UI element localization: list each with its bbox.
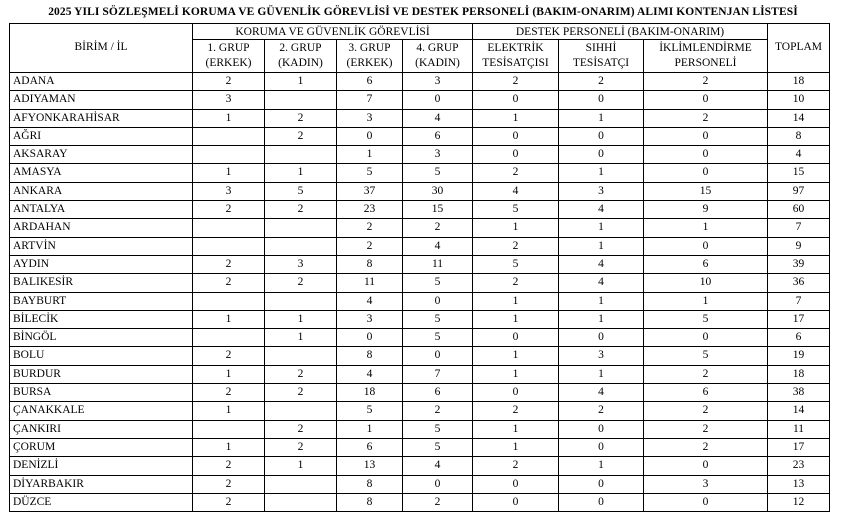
quota-table xyxy=(9,23,830,512)
quota-cell: 2 xyxy=(644,73,768,91)
total-cell: 14 xyxy=(768,402,830,420)
quota-cell: 0 xyxy=(644,457,768,475)
quota-cell: 8 xyxy=(337,493,403,511)
total-cell: 19 xyxy=(768,347,830,365)
total-cell: 6 xyxy=(768,329,830,347)
quota-cell: 1 xyxy=(473,365,559,383)
quota-cell: 0 xyxy=(644,91,768,109)
quota-cell: 1 xyxy=(265,164,337,182)
quota-cell: 0 xyxy=(644,127,768,145)
quota-cell: 1 xyxy=(559,237,644,255)
quota-cell: 2 xyxy=(265,274,337,292)
header-subcolumn xyxy=(337,40,403,73)
quota-cell: 0 xyxy=(337,329,403,347)
quota-cell: 2 xyxy=(265,438,337,456)
header-group-koruma: KORUMA VE GÜVENLİK GÖREVLİSİ xyxy=(193,24,473,40)
quota-cell: 3 xyxy=(193,182,265,200)
header-subcolumn-line1: 1. GRUP xyxy=(207,41,250,54)
total-cell: 8 xyxy=(768,127,830,145)
quota-cell: 2 xyxy=(193,493,265,511)
quota-cell: 2 xyxy=(193,384,265,402)
quota-cell: 3 xyxy=(337,109,403,127)
quota-cell: 0 xyxy=(559,91,644,109)
quota-cell: 0 xyxy=(559,146,644,164)
quota-cell: 4 xyxy=(403,457,473,475)
quota-cell: 0 xyxy=(403,292,473,310)
quota-cell: 2 xyxy=(193,73,265,91)
quota-cell: 1 xyxy=(473,438,559,456)
quota-cell: 2 xyxy=(337,219,403,237)
quota-cell: 5 xyxy=(644,310,768,328)
quota-cell: 1 xyxy=(265,329,337,347)
quota-cell: 0 xyxy=(473,493,559,511)
quota-cell: 4 xyxy=(559,274,644,292)
total-cell: 14 xyxy=(768,109,830,127)
quota-cell xyxy=(265,347,337,365)
total-cell: 23 xyxy=(768,457,830,475)
header-subcolumn-line2: TESİSATÇI xyxy=(572,57,630,69)
quota-cell: 1 xyxy=(473,292,559,310)
quota-cell: 8 xyxy=(337,255,403,273)
quota-cell: 3 xyxy=(193,91,265,109)
header-subcolumn xyxy=(403,40,473,73)
total-cell: 97 xyxy=(768,182,830,200)
quota-cell: 1 xyxy=(644,219,768,237)
province-name: ARDAHAN xyxy=(10,219,193,237)
province-name: AFYONKARAHİSAR xyxy=(10,109,193,127)
quota-cell: 1 xyxy=(265,73,337,91)
quota-cell: 2 xyxy=(193,347,265,365)
quota-cell: 0 xyxy=(644,164,768,182)
quota-cell: 2 xyxy=(403,219,473,237)
quota-cell: 11 xyxy=(403,255,473,273)
quota-cell: 0 xyxy=(473,91,559,109)
province-name: AMASYA xyxy=(10,164,193,182)
header-subcolumn-line2: (ERKEK) xyxy=(205,57,252,69)
quota-cell: 10 xyxy=(644,274,768,292)
table-row xyxy=(10,255,830,273)
quota-cell: 0 xyxy=(403,91,473,109)
quota-cell: 4 xyxy=(559,384,644,402)
total-cell: 9 xyxy=(768,237,830,255)
quota-cell: 0 xyxy=(473,146,559,164)
table-row xyxy=(10,127,830,145)
quota-cell: 5 xyxy=(337,402,403,420)
total-cell: 17 xyxy=(768,438,830,456)
header-subcolumn xyxy=(265,40,337,73)
quota-cell: 1 xyxy=(559,109,644,127)
quota-cell: 5 xyxy=(403,274,473,292)
quota-cell xyxy=(193,237,265,255)
quota-cell: 1 xyxy=(193,164,265,182)
quota-cell: 1 xyxy=(559,164,644,182)
quota-cell: 1 xyxy=(473,109,559,127)
quota-cell: 0 xyxy=(473,127,559,145)
header-subcolumn-line2: TESİSATÇISI xyxy=(482,57,549,69)
province-name: BİLECİK xyxy=(10,310,193,328)
province-name: BAYBURT xyxy=(10,292,193,310)
quota-cell: 0 xyxy=(559,420,644,438)
quota-cell: 0 xyxy=(337,127,403,145)
header-subcolumn xyxy=(473,40,559,73)
quota-cell: 0 xyxy=(559,438,644,456)
total-cell: 4 xyxy=(768,146,830,164)
quota-cell: 1 xyxy=(473,219,559,237)
quota-cell: 30 xyxy=(403,182,473,200)
quota-cell: 2 xyxy=(337,237,403,255)
quota-cell xyxy=(193,146,265,164)
header-toplam: TOPLAM xyxy=(768,24,830,73)
quota-cell: 3 xyxy=(403,146,473,164)
province-name: AKSARAY xyxy=(10,146,193,164)
header-subcolumn xyxy=(193,40,265,73)
quota-cell: 9 xyxy=(644,201,768,219)
quota-cell: 4 xyxy=(559,255,644,273)
header-subcolumn-line1: 3. GRUP xyxy=(348,41,391,54)
quota-cell: 6 xyxy=(403,384,473,402)
province-name: ÇANKIRI xyxy=(10,420,193,438)
province-name: BURSA xyxy=(10,384,193,402)
quota-cell: 0 xyxy=(473,475,559,493)
quota-cell: 3 xyxy=(559,347,644,365)
total-cell: 15 xyxy=(768,164,830,182)
quota-cell: 2 xyxy=(644,365,768,383)
quota-cell: 1 xyxy=(265,457,337,475)
total-cell: 17 xyxy=(768,310,830,328)
quota-cell: 4 xyxy=(337,365,403,383)
quota-cell: 15 xyxy=(403,201,473,219)
total-cell: 13 xyxy=(768,475,830,493)
header-subcolumn-line2: (KADIN) xyxy=(415,57,460,69)
quota-cell: 3 xyxy=(337,310,403,328)
quota-cell: 2 xyxy=(644,420,768,438)
total-cell: 18 xyxy=(768,365,830,383)
quota-cell: 6 xyxy=(644,255,768,273)
total-cell: 39 xyxy=(768,255,830,273)
quota-cell xyxy=(265,91,337,109)
table-row xyxy=(10,73,830,91)
quota-cell: 23 xyxy=(337,201,403,219)
quota-cell: 0 xyxy=(403,347,473,365)
quota-cell: 1 xyxy=(559,219,644,237)
quota-cell: 0 xyxy=(473,384,559,402)
table-row xyxy=(10,91,830,109)
quota-cell: 4 xyxy=(403,237,473,255)
quota-cell: 3 xyxy=(265,255,337,273)
quota-cell: 37 xyxy=(337,182,403,200)
quota-cell: 1 xyxy=(473,420,559,438)
quota-cell: 2 xyxy=(403,493,473,511)
quota-cell xyxy=(193,420,265,438)
header-subcolumn-line2: (KADIN) xyxy=(278,57,323,69)
quota-cell: 2 xyxy=(559,402,644,420)
quota-cell: 2 xyxy=(644,402,768,420)
total-cell: 38 xyxy=(768,384,830,402)
quota-cell: 2 xyxy=(644,109,768,127)
quota-cell: 1 xyxy=(644,292,768,310)
total-cell: 7 xyxy=(768,292,830,310)
quota-cell xyxy=(265,219,337,237)
table-row xyxy=(10,274,830,292)
quota-cell: 2 xyxy=(193,475,265,493)
total-cell: 18 xyxy=(768,73,830,91)
table-row xyxy=(10,219,830,237)
table-row xyxy=(10,146,830,164)
header-subcolumn-line1: 4. GRUP xyxy=(416,41,459,54)
table-row xyxy=(10,109,830,127)
quota-cell: 1 xyxy=(473,310,559,328)
quota-cell: 2 xyxy=(473,274,559,292)
quota-cell: 5 xyxy=(403,420,473,438)
quota-cell xyxy=(265,493,337,511)
quota-cell: 5 xyxy=(403,438,473,456)
quota-cell: 4 xyxy=(559,201,644,219)
province-name: DİYARBAKIR xyxy=(10,475,193,493)
quota-cell xyxy=(265,402,337,420)
total-cell: 11 xyxy=(768,420,830,438)
quota-cell: 2 xyxy=(265,420,337,438)
total-cell: 12 xyxy=(768,493,830,511)
quota-cell: 2 xyxy=(193,457,265,475)
table-row xyxy=(10,475,830,493)
quota-cell: 2 xyxy=(193,255,265,273)
quota-cell: 13 xyxy=(337,457,403,475)
quota-cell xyxy=(265,292,337,310)
table-row xyxy=(10,384,830,402)
table-row xyxy=(10,292,830,310)
quota-cell: 4 xyxy=(403,109,473,127)
table-row xyxy=(10,164,830,182)
quota-cell xyxy=(193,127,265,145)
province-name: AYDIN xyxy=(10,255,193,273)
province-name: ADANA xyxy=(10,73,193,91)
quota-cell: 5 xyxy=(337,164,403,182)
quota-cell: 1 xyxy=(193,438,265,456)
table-row xyxy=(10,310,830,328)
quota-cell: 5 xyxy=(265,182,337,200)
province-name: AĞRI xyxy=(10,127,193,145)
table-row xyxy=(10,347,830,365)
province-name: ANTALYA xyxy=(10,201,193,219)
quota-cell: 2 xyxy=(193,201,265,219)
quota-cell: 2 xyxy=(473,402,559,420)
quota-cell: 18 xyxy=(337,384,403,402)
quota-cell xyxy=(193,219,265,237)
header-subcolumn-line1: İKLİMLENDİRME xyxy=(659,41,752,54)
quota-cell: 2 xyxy=(403,402,473,420)
table-row xyxy=(10,438,830,456)
table-row xyxy=(10,237,830,255)
table-row xyxy=(10,493,830,511)
quota-cell: 11 xyxy=(337,274,403,292)
quota-cell: 1 xyxy=(559,292,644,310)
header-subcolumn xyxy=(559,40,644,73)
quota-cell: 2 xyxy=(473,237,559,255)
quota-cell: 5 xyxy=(473,201,559,219)
quota-cell: 2 xyxy=(559,73,644,91)
quota-cell xyxy=(265,146,337,164)
quota-cell: 6 xyxy=(644,384,768,402)
quota-cell: 2 xyxy=(265,365,337,383)
quota-cell: 6 xyxy=(337,73,403,91)
province-name: ÇANAKKALE xyxy=(10,402,193,420)
header-subcolumn xyxy=(644,40,768,73)
province-name: BALIKESİR xyxy=(10,274,193,292)
quota-cell: 5 xyxy=(403,164,473,182)
header-subcolumn-line2: (ERKEK) xyxy=(346,57,393,69)
quota-cell: 1 xyxy=(337,420,403,438)
quota-cell: 0 xyxy=(559,127,644,145)
quota-cell: 8 xyxy=(337,475,403,493)
province-name: BURDUR xyxy=(10,365,193,383)
quota-cell: 1 xyxy=(193,310,265,328)
total-cell: 60 xyxy=(768,201,830,219)
quota-cell xyxy=(193,292,265,310)
quota-cell: 0 xyxy=(403,475,473,493)
table-row xyxy=(10,201,830,219)
quota-cell: 0 xyxy=(644,146,768,164)
table-row xyxy=(10,420,830,438)
header-subcolumn-line1: ELEKTRİK xyxy=(487,41,544,54)
quota-cell xyxy=(265,475,337,493)
header-birim: BİRİM / İL xyxy=(10,24,193,73)
quota-cell: 1 xyxy=(559,365,644,383)
quota-cell: 5 xyxy=(403,310,473,328)
quota-cell: 0 xyxy=(644,237,768,255)
quota-cell: 2 xyxy=(265,201,337,219)
table-row xyxy=(10,457,830,475)
total-cell: 10 xyxy=(768,91,830,109)
quota-cell: 15 xyxy=(644,182,768,200)
province-name: BİNGÖL xyxy=(10,329,193,347)
quota-cell: 1 xyxy=(193,365,265,383)
province-name: ANKARA xyxy=(10,182,193,200)
quota-cell: 0 xyxy=(559,329,644,347)
header-subcolumn-line2: PERSONELİ xyxy=(674,57,737,69)
quota-cell: 1 xyxy=(559,457,644,475)
document-title: 2025 YILI SÖZLEŞMELİ KORUMA VE GÜVENLİK GÖREVLİSİ VE DESTEK PERSONELİ (BAKIM-ONARIM) ALIMI KONTENJAN LİSTESİ xyxy=(48,6,798,18)
quota-cell: 5 xyxy=(644,347,768,365)
quota-cell: 2 xyxy=(473,457,559,475)
quota-cell: 1 xyxy=(559,310,644,328)
quota-cell: 6 xyxy=(403,127,473,145)
quota-cell: 2 xyxy=(193,274,265,292)
quota-cell: 0 xyxy=(559,493,644,511)
quota-cell: 7 xyxy=(403,365,473,383)
quota-cell xyxy=(265,237,337,255)
quota-cell: 1 xyxy=(265,310,337,328)
quota-cell: 1 xyxy=(473,347,559,365)
table-row xyxy=(10,329,830,347)
quota-cell: 0 xyxy=(559,475,644,493)
total-cell: 36 xyxy=(768,274,830,292)
quota-cell: 2 xyxy=(473,73,559,91)
quota-cell: 3 xyxy=(559,182,644,200)
quota-cell: 0 xyxy=(644,329,768,347)
province-name: BOLU xyxy=(10,347,193,365)
quota-cell: 5 xyxy=(403,329,473,347)
quota-cell: 0 xyxy=(473,329,559,347)
province-name: ARTVİN xyxy=(10,237,193,255)
table-row xyxy=(10,365,830,383)
quota-cell: 1 xyxy=(193,402,265,420)
header-subcolumn-line1: 2. GRUP xyxy=(279,41,322,54)
quota-cell: 1 xyxy=(193,109,265,127)
quota-cell: 8 xyxy=(337,347,403,365)
quota-cell: 0 xyxy=(644,493,768,511)
total-cell: 7 xyxy=(768,219,830,237)
quota-cell: 2 xyxy=(265,127,337,145)
quota-cell: 2 xyxy=(265,384,337,402)
quota-cell: 2 xyxy=(265,109,337,127)
quota-cell: 2 xyxy=(473,164,559,182)
header-group-destek: DESTEK PERSONELİ (BAKIM-ONARIM) xyxy=(473,24,768,40)
quota-cell: 1 xyxy=(337,146,403,164)
province-name: DÜZCE xyxy=(10,493,193,511)
quota-cell: 5 xyxy=(473,255,559,273)
table-row xyxy=(10,402,830,420)
quota-cell: 6 xyxy=(337,438,403,456)
quota-cell: 4 xyxy=(473,182,559,200)
quota-cell: 3 xyxy=(403,73,473,91)
province-name: DENİZLİ xyxy=(10,457,193,475)
table-row xyxy=(10,182,830,200)
quota-cell: 2 xyxy=(644,438,768,456)
quota-cell xyxy=(193,329,265,347)
province-name: ADIYAMAN xyxy=(10,91,193,109)
header-subcolumn-line1: SIHHİ xyxy=(585,41,617,54)
quota-cell: 3 xyxy=(644,475,768,493)
quota-cell: 4 xyxy=(337,292,403,310)
province-name: ÇORUM xyxy=(10,438,193,456)
quota-cell: 7 xyxy=(337,91,403,109)
